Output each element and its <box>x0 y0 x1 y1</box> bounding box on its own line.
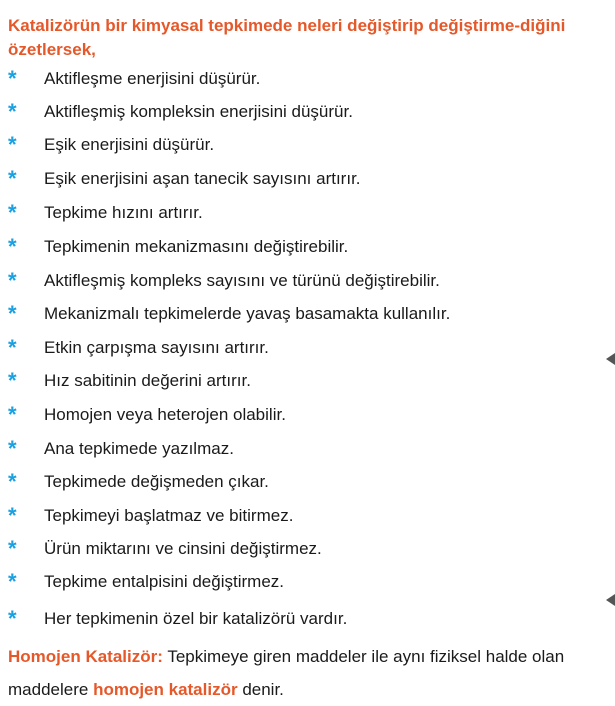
margin-marker-icon <box>606 353 615 365</box>
asterisk-icon: * <box>8 569 17 594</box>
list-item-text: Ana tepkimede yazılmaz. <box>44 439 234 458</box>
list-item <box>8 569 284 595</box>
list-item-text: Her tepkimenin özel bir katalizörü vardır. <box>44 609 348 628</box>
list-item-text: Aktifleşmiş kompleks sayısını ve türünü değiştirebilir. <box>44 271 440 290</box>
asterisk-icon: * <box>8 200 17 225</box>
definition-term: Homojen Katalizör: <box>8 647 163 666</box>
definition-highlight: homojen katalizör <box>93 680 238 699</box>
list-item-text: Tepkimeyi başlatmaz ve bitirmez. <box>44 506 294 525</box>
asterisk-icon: * <box>8 234 17 259</box>
list-item <box>8 606 347 632</box>
list-item-text: Aktifleşmiş kompleksin enerjisini düşürür. <box>44 102 353 121</box>
asterisk-icon: * <box>8 335 17 360</box>
list-item <box>8 268 440 294</box>
list-item <box>8 536 322 562</box>
asterisk-icon: * <box>8 99 17 124</box>
asterisk-icon: * <box>8 436 17 461</box>
list-item-text: Hız sabitinin değerini artırır. <box>44 371 251 390</box>
asterisk-icon: * <box>8 402 17 427</box>
definition-paragraph <box>8 640 612 706</box>
list-item-text: Mekanizmalı tepkimelerde yavaş basamakta kullanılır. <box>44 304 451 323</box>
definition-text-after: denir. <box>237 680 284 699</box>
list-item-text: Aktifleşme enerjisini düşürür. <box>44 69 261 88</box>
list-item <box>8 301 450 327</box>
asterisk-icon: * <box>8 606 17 631</box>
list-item-text: Homojen veya heterojen olabilir. <box>44 405 286 424</box>
list-item-text: Eşik enerjisini düşürür. <box>44 135 215 154</box>
list-item <box>8 402 286 428</box>
asterisk-icon: * <box>8 301 17 326</box>
asterisk-icon: * <box>8 268 17 293</box>
asterisk-icon: * <box>8 536 17 561</box>
asterisk-icon: * <box>8 66 17 91</box>
list-item <box>8 166 361 192</box>
asterisk-icon: * <box>8 166 17 191</box>
list-item-text: Etkin çarpışma sayısını artırır. <box>44 338 269 357</box>
list-item <box>8 469 269 495</box>
list-item-text: Tepkime hızını artırır. <box>44 203 203 222</box>
list-item-text: Tepkimede değişmeden çıkar. <box>44 472 269 491</box>
asterisk-icon: * <box>8 503 17 528</box>
list-item-text: Ürün miktarını ve cinsini değiştirmez. <box>44 539 322 558</box>
margin-marker-icon <box>606 594 615 606</box>
list-item <box>8 503 293 529</box>
list-item <box>8 368 251 394</box>
asterisk-icon: * <box>8 132 17 157</box>
list-item-text: Tepkime entalpisini değiştirmez. <box>44 572 284 591</box>
list-item <box>8 99 353 125</box>
list-item <box>8 335 269 361</box>
list-item-text: Tepkimenin mekanizmasını değiştirebilir. <box>44 237 349 256</box>
asterisk-icon: * <box>8 469 17 494</box>
list-item <box>8 234 348 260</box>
list-item-text: Eşik enerjisini aşan tanecik sayısını artırır. <box>44 169 361 188</box>
list-item <box>8 66 260 92</box>
list-item <box>8 436 234 462</box>
list-item <box>8 132 214 158</box>
section-heading: Katalizörün bir kimyasal tepkimede neleri değiştirip değiştirme-diğini özetlersek, <box>8 16 566 59</box>
list-item <box>8 200 203 226</box>
definition-text-before: Tepkimeye giren maddeler ile aynı fiziksel halde olan maddelere <box>8 647 565 699</box>
asterisk-icon: * <box>8 368 17 393</box>
